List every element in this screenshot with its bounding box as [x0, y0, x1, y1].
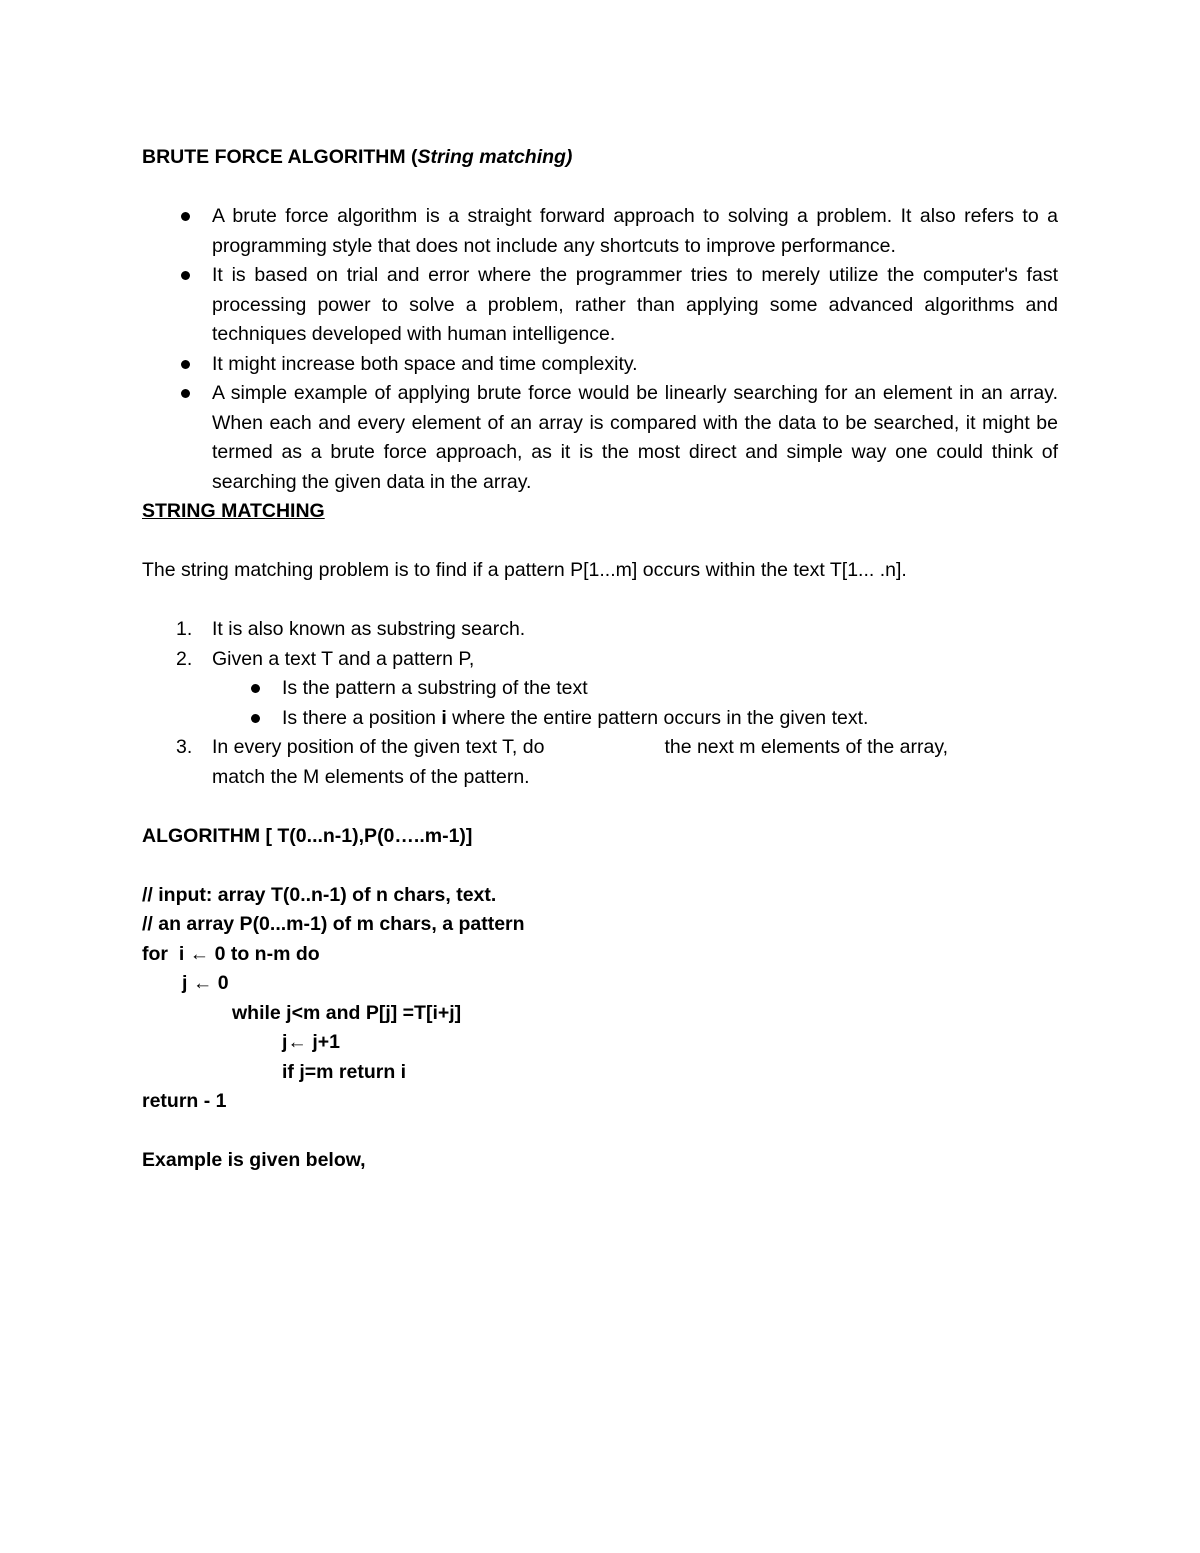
sub-bullet-item [282, 704, 1058, 734]
document-title [142, 143, 1058, 173]
sub-bullet-list [212, 674, 1058, 733]
list-number: 3. [176, 736, 193, 758]
closing-line: Example is given below, [142, 1149, 366, 1171]
bullet-icon [181, 271, 190, 280]
list-item [176, 645, 1058, 734]
bullet-item [212, 261, 1058, 350]
algorithm-line: if j=m return i [282, 1060, 407, 1083]
list-text: Given a text T and a pattern P, [212, 647, 475, 670]
bullet-icon [251, 714, 260, 723]
algorithm-line: // input: array T(0..n-1) of n chars, text. [142, 883, 497, 906]
list-number: 1. [176, 618, 193, 640]
list-text: match the M elements of the pattern. [212, 765, 530, 788]
bullet-list [142, 202, 1058, 497]
bullet-icon [181, 360, 190, 369]
list-item [176, 733, 1058, 792]
bullet-icon [181, 212, 190, 221]
algorithm-block [142, 822, 1058, 1176]
algorithm-line: // an array P(0...m-1) of m chars, a pattern [142, 913, 525, 935]
numbered-list [142, 615, 1058, 792]
bullet-icon [251, 684, 260, 693]
sub-bullet-bold: i [441, 706, 447, 729]
list-text: the next m elements of the array, [664, 736, 949, 758]
list-item [176, 615, 1058, 645]
bullet-text: It is based on trial and error where the programmer tries to merely utilize the computer's fast processing power to solve a problem, rather than applying some advanced algorithms and techniques developed with human intelligence. [212, 264, 1058, 345]
intro-paragraph: The string matching problem is to find if a pattern P[1...m] occurs within the text T[1... .n]. [142, 559, 907, 581]
bullet-item [212, 202, 1058, 261]
bullet-item [212, 379, 1058, 497]
bullet-text: It might increase both space and time complexity. [212, 352, 638, 375]
sub-bullet-item [282, 674, 1058, 704]
algorithm-line: j ← 0 [182, 972, 229, 994]
list-number: 2. [176, 647, 193, 670]
algorithm-header: ALGORITHM [ T(0...n-1),P(0…..m-1)] [142, 824, 473, 847]
bullet-text: A simple example of applying brute force would be linearly searching for an element in an array. When each and every element of an array is compared with the data to be searched, it might be termed as a brute force approach, as it is the most direct and simple way one could think of searching the given data in the array. [212, 382, 1058, 493]
algorithm-line: for i ← 0 to n-m do [142, 942, 320, 965]
algorithm-line: return - 1 [142, 1090, 227, 1112]
bullet-icon [181, 389, 190, 398]
sub-bullet-text: Is the pattern a substring of the text [282, 677, 588, 699]
bullet-item [212, 350, 1058, 380]
sub-bullet-text: where the entire pattern occurs in the given text. [446, 706, 869, 729]
list-text: In every position of the given text T, do [212, 736, 545, 758]
algorithm-line: while j<m and P[j] =T[i+j] [232, 1001, 462, 1024]
algorithm-line: j← j+1 [282, 1031, 340, 1053]
bullet-text: A brute force algorithm is a straight forward approach to solving a problem. It also refers to a programming style that does not include any shortcuts to improve performance. [212, 205, 1058, 257]
title-main: BRUTE FORCE ALGORITHM ( [142, 146, 418, 168]
title-italic: String matching) [417, 146, 573, 168]
sub-bullet-text: Is there a position [282, 706, 442, 729]
section-heading: STRING MATCHING [142, 500, 325, 522]
list-text: It is also known as substring search. [212, 618, 526, 640]
